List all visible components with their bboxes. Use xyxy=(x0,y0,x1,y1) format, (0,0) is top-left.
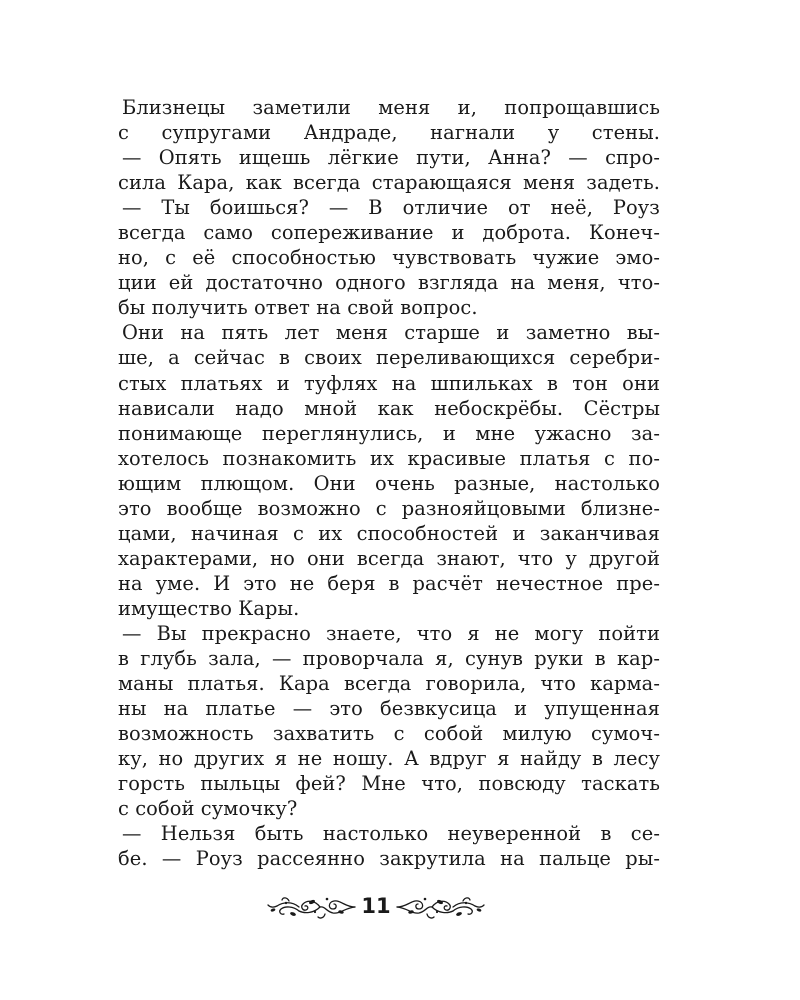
text-line: ющим плющом. Они очень разные, настолько xyxy=(118,471,660,495)
text-line: нависали надо мной как небоскрёбы. Сёстры xyxy=(118,396,660,420)
text-line: Близнецы заметили меня и, попрощавшись xyxy=(122,96,660,119)
text-line: на уме. И это не беря в расчёт нечестное пре- xyxy=(118,571,660,595)
text-line: в глубь зала, — проворчала я, сунув руки в кар- xyxy=(118,647,660,671)
text-line: возможность захватить с собой милую сумоч- xyxy=(118,722,660,746)
text-line: — Вы прекрасно знаете, что я не могу пойти xyxy=(122,621,660,645)
text-line: это вообще возможно с разнояйцовыми близне- xyxy=(118,496,660,520)
right-flourish-ornament-icon xyxy=(395,892,487,922)
text-line: с супругами Андраде, нагнали у стены. xyxy=(118,121,660,145)
text-line: — Ты боишься? — В отличие от неё, Роуз xyxy=(122,196,660,220)
text-line: характерами, но они всегда знают, что у другой xyxy=(118,546,660,570)
text-line: стых платьях и туфлях на шпильках в тон они xyxy=(118,371,660,395)
text-line: ны на платье — это безвкусица и упущенная xyxy=(118,697,660,721)
text-line: — Нельзя быть настолько неуверенной в се- xyxy=(122,822,660,846)
text-line: — Опять ищешь лёгкие пути, Анна? — спро- xyxy=(122,146,660,170)
text-line: ции ей достаточно одного взгляда на меня, что- xyxy=(118,271,660,295)
text-line: но, с её способностью чувствовать чужие эмо- xyxy=(118,246,660,270)
left-flourish-ornament-icon xyxy=(265,892,357,922)
text-line: цами, начиная с их способностей и заканчивая xyxy=(118,521,660,545)
body-text xyxy=(118,95,660,871)
text-line: маны платья. Кара всегда говорила, что карма- xyxy=(118,672,660,696)
text-line: бы получить ответ на свой вопрос. xyxy=(118,296,478,320)
page-footer xyxy=(265,888,487,926)
text-line: хотелось познакомить их красивые платья с по- xyxy=(118,446,660,470)
text-line: сила Кара, как всегда старающаяся меня задеть. xyxy=(118,171,660,195)
text-line: Они на пять лет меня старше и заметно вы- xyxy=(122,321,660,345)
text-line: горсть пыльцы фей? Мне что, повсюду таскать xyxy=(118,772,660,796)
text-line: с собой сумочку? xyxy=(118,797,298,821)
text-line: имущество Кары. xyxy=(118,596,300,620)
text-line: понимающе переглянулись, и мне ужасно за- xyxy=(118,421,660,445)
text-line: бе. — Роуз рассеянно закрутила на пальце ры- xyxy=(118,847,660,871)
page-number: 11 xyxy=(361,894,391,918)
text-line: ку, но других я не ношу. А вдруг я найду в лесу xyxy=(118,747,660,771)
text-line: всегда само сопереживание и доброта. Конеч- xyxy=(118,221,660,245)
text-line: ше, а сейчас в своих переливающихся серебри- xyxy=(118,346,660,370)
